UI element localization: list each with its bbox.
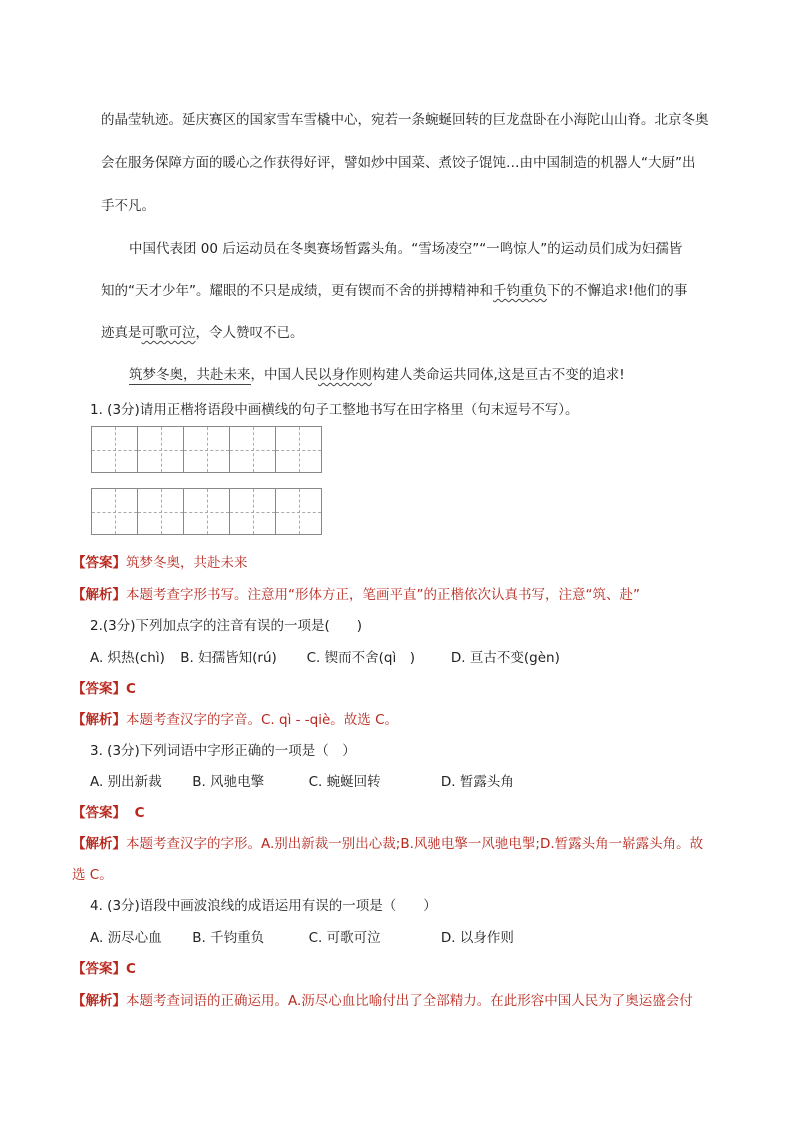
passage-line: 手不凡。	[101, 198, 155, 214]
question-4: 4. (3分)语段中画波浪线的成语运用有误的一项是（ ）	[90, 898, 437, 914]
analysis-text: 本题考查汉字的字形。A.别出新裁一别出心裁;B.风驰电擎一风驰电掣;D.暂露头角一崭露头角。故	[126, 836, 704, 852]
option-b: B. 风驰电擎	[192, 774, 265, 790]
passage-text: 下的不懈追求!他们的事	[547, 283, 688, 299]
passage-line: 会在服务保障方面的暖心之作获得好评，譬如炒中国菜、煮饺子馄饨…由中国制造的机器人“大厨”出	[101, 155, 696, 171]
passage-line: 中国代表团 00 后运动员在冬奥赛场暂露头角。“雪场凌空”“一鸣惊人”的运动员们成为妇孺皆	[129, 241, 683, 257]
tianzige-cell[interactable]	[183, 426, 230, 473]
tianzige-cell[interactable]	[137, 426, 184, 473]
q3-answer	[72, 801, 145, 821]
answer-label: 【答案】	[72, 961, 126, 977]
option-c: C. 可歌可泣	[308, 930, 381, 946]
question-2: 2.(3分)下列加点字的注音有误的一项是( )	[90, 618, 363, 634]
option-d: D. 以身作则	[440, 930, 514, 946]
q4-options	[90, 926, 514, 946]
tianzige-grid-row-2	[91, 488, 321, 535]
tianzige-cell[interactable]	[91, 488, 138, 535]
answer-text: 筑梦冬奥，共赴未来	[126, 555, 248, 571]
tianzige-cell[interactable]	[229, 426, 276, 473]
answer-text: C	[134, 805, 145, 821]
tianzige-cell[interactable]	[275, 488, 322, 535]
answer-label: 【答案】	[72, 805, 126, 821]
option-c: C. 锲而不舍(qì )	[306, 650, 415, 666]
tianzige-grid-row-1	[91, 426, 321, 473]
option-a: A. 别出新裁	[90, 774, 162, 790]
option-c: C. 蜿蜒回转	[308, 774, 381, 790]
analysis-text: 本题考查汉字的字音。C. qì - -qiè。故选 C。	[126, 712, 398, 728]
q3-analysis	[72, 832, 703, 852]
passage-line	[101, 279, 687, 299]
passage-text: 构建人类命运共同体,这是亘古不变的追求!	[372, 367, 625, 383]
option-d: D. 亘古不变(gèn)	[450, 650, 560, 666]
option-b: B. 千钧重负	[192, 930, 265, 946]
answer-text: C	[126, 961, 136, 977]
tianzige-cell[interactable]	[183, 488, 230, 535]
passage-text: 知的“天才少年”。耀眼的不只是成绩，更有锲而不舍的拼搏精神和	[101, 283, 493, 299]
analysis-label: 【解析】	[72, 712, 126, 728]
analysis-text: 本题考查字形书写。注意用“形体方正，笔画平直”的正楷依次认真书写，注意“筑、赴”	[126, 587, 640, 603]
q2-answer	[72, 677, 136, 697]
underlined-sentence: 筑梦冬奥，共赴未来	[129, 367, 251, 383]
wavy-idiom: 千钧重负	[493, 283, 547, 299]
q4-analysis	[72, 989, 693, 1009]
passage-text: ，令人赞叹不已。	[195, 325, 304, 341]
option-b: B. 妇孺皆知(rú)	[180, 650, 277, 666]
wavy-idiom: 以身作则	[318, 367, 372, 383]
wavy-idiom: 可歌可泣	[141, 325, 196, 341]
analysis-label: 【解析】	[72, 993, 126, 1009]
answer-text: C	[126, 681, 136, 697]
tianzige-cell[interactable]	[275, 426, 322, 473]
passage-line	[101, 321, 304, 341]
option-a: A. 炽热(chì)	[90, 650, 165, 666]
q2-options	[90, 646, 560, 666]
tianzige-cell[interactable]	[91, 426, 138, 473]
q1-answer	[72, 551, 248, 571]
passage-line: 的晶莹轨迹。延庆赛区的国家雪车雪橇中心，宛若一条蜿蜒回转的巨龙盘卧在小海陀山山脊。北京冬奥	[101, 112, 709, 128]
passage-line	[129, 363, 625, 383]
passage-text: 迹真是	[101, 325, 142, 341]
q2-analysis	[72, 708, 398, 728]
option-a: A. 沥尽心血	[90, 930, 162, 946]
analysis-label: 【解析】	[72, 587, 126, 603]
answer-label: 【答案】	[72, 555, 126, 571]
passage-text: ，中国人民	[250, 367, 318, 383]
tianzige-cell[interactable]	[229, 488, 276, 535]
analysis-label: 【解析】	[72, 836, 126, 852]
q3-analysis-cont: 选 C。	[72, 867, 113, 883]
tianzige-cell[interactable]	[137, 488, 184, 535]
option-d: D. 暂露头角	[440, 774, 514, 790]
answer-label: 【答案】	[72, 681, 126, 697]
q4-answer	[72, 957, 136, 977]
question-1: 1. (3分)请用正楷将语段中画横线的句子工整地书写在田字格里（句末逗号不写）。	[90, 402, 579, 418]
q3-options	[90, 770, 514, 790]
analysis-text: 本题考查词语的正确运用。A.沥尽心血比喻付出了全部精力。在此形容中国人民为了奥运盛会付	[126, 993, 693, 1009]
q1-analysis	[72, 583, 640, 603]
question-3: 3. (3分)下列词语中字形正确的一项是（ ）	[90, 743, 356, 759]
